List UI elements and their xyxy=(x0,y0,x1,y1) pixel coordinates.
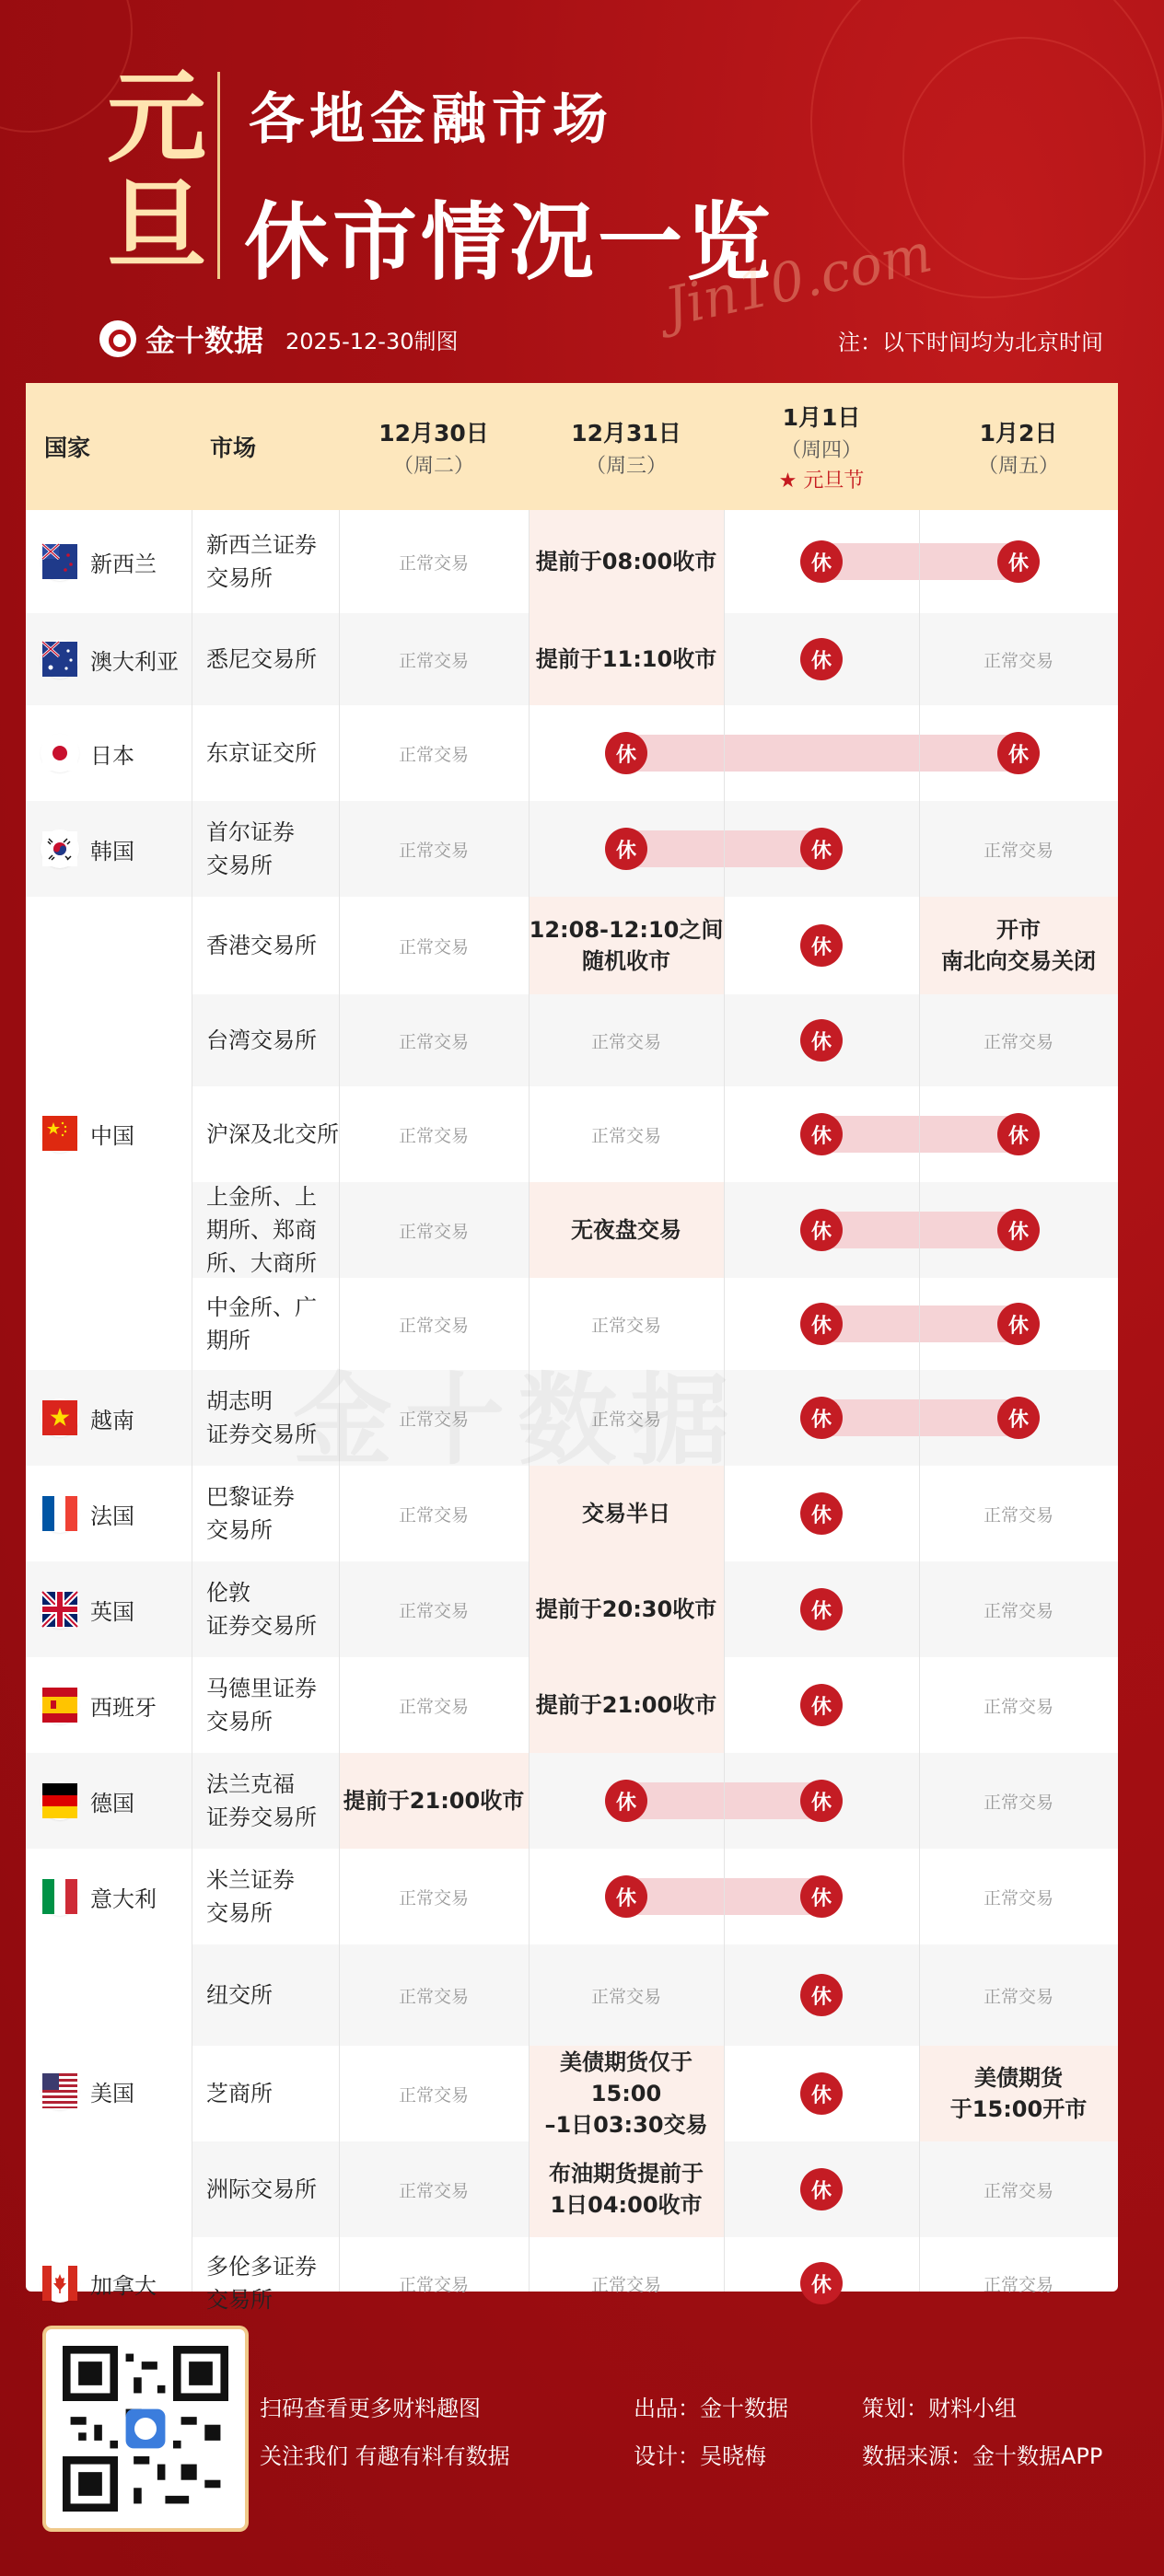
country-cell xyxy=(26,897,192,1370)
script-watermark: Jin10.com xyxy=(659,221,937,339)
de-flag-icon xyxy=(42,1783,77,1818)
normal-trading: 正常交易 xyxy=(398,2274,469,2295)
page-subtitle: 各地金融市场 xyxy=(249,87,613,152)
normal-trading: 正常交易 xyxy=(983,1696,1053,1717)
follow-text: 关注我们 有趣有料有数据 xyxy=(260,2443,510,2469)
title-char-1: 元 xyxy=(106,60,206,176)
normal-trading: 正常交易 xyxy=(590,1315,661,1336)
special-arrangement: 交易半日 xyxy=(529,1466,724,1561)
market-name: 法兰克福 证券交易所 xyxy=(206,1771,317,1830)
market-name: 中金所、广 期所 xyxy=(206,1294,317,1353)
normal-trading: 正常交易 xyxy=(590,1125,661,1146)
market-name: 新西兰证券 交易所 xyxy=(206,532,317,591)
weekday-label: （周三） xyxy=(585,454,667,478)
fr-flag-icon xyxy=(42,1496,77,1531)
special-arrangement: 开市 南北向交易关闭 xyxy=(919,897,1118,994)
normal-trading: 正常交易 xyxy=(398,840,469,861)
country-cell xyxy=(26,1466,192,1561)
closed-badge: 休 xyxy=(605,1780,647,1822)
title-char-2: 旦 xyxy=(106,168,206,284)
normal-trading: 正常交易 xyxy=(983,650,1053,671)
col-date-1 xyxy=(339,383,529,510)
country-name: 新西兰 xyxy=(90,551,157,577)
normal-trading: 正常交易 xyxy=(398,1125,469,1146)
qr-code-icon xyxy=(63,2346,228,2512)
market-name: 台湾交易所 xyxy=(206,1027,317,1053)
col-date-4 xyxy=(919,383,1118,510)
normal-trading: 正常交易 xyxy=(398,1221,469,1242)
closed-span-bar xyxy=(821,1399,1018,1436)
normal-trading: 正常交易 xyxy=(983,840,1053,861)
market-name: 纽交所 xyxy=(206,1982,273,2008)
col-date-2 xyxy=(529,383,724,510)
us-flag-icon xyxy=(42,2073,77,2108)
ca-flag-icon xyxy=(42,2266,77,2301)
normal-trading: 正常交易 xyxy=(983,2180,1053,2201)
normal-trading: 正常交易 xyxy=(983,1792,1053,1813)
brand-watermark xyxy=(293,1340,742,1483)
country-name: 法国 xyxy=(90,1503,134,1529)
country-cell xyxy=(26,1944,192,2237)
closed-badge: 休 xyxy=(800,828,843,870)
normal-trading: 正常交易 xyxy=(398,936,469,957)
special-arrangement: 提前于20:30收市 xyxy=(529,1561,724,1657)
kr-flag-icon xyxy=(42,831,77,866)
market-name: 米兰证券 交易所 xyxy=(206,1867,295,1926)
normal-trading: 正常交易 xyxy=(398,1696,469,1717)
normal-trading: 正常交易 xyxy=(983,1031,1053,1052)
country-cell xyxy=(26,1657,192,1753)
closed-badge: 休 xyxy=(800,1492,843,1535)
normal-trading: 正常交易 xyxy=(398,744,469,765)
it-flag-icon xyxy=(42,1879,77,1914)
table-header xyxy=(26,383,1118,510)
special-arrangement: 12:08-12:10之间 随机收市 xyxy=(529,897,724,994)
weekday-label: （周二） xyxy=(392,454,474,478)
special-arrangement: 美债期货仅于15:00 –1日03:30交易 xyxy=(529,2046,724,2141)
normal-trading: 正常交易 xyxy=(398,1600,469,1621)
date-label: 12月31日 xyxy=(571,419,681,447)
normal-trading: 正常交易 xyxy=(398,1887,469,1909)
normal-trading: 正常交易 xyxy=(398,2084,469,2106)
normal-trading: 正常交易 xyxy=(398,2180,469,2201)
decorative-ring xyxy=(902,37,1146,280)
normal-trading: 正常交易 xyxy=(983,1986,1053,2007)
country-name: 日本 xyxy=(90,742,134,769)
special-arrangement: 提前于21:00收市 xyxy=(529,1657,724,1753)
special-arrangement: 提前于08:00收市 xyxy=(529,510,724,613)
brand-name: 金十数据 xyxy=(146,323,264,358)
special-arrangement: 布油期货提前于 1日04:00收市 xyxy=(529,2141,724,2237)
closed-span-bar xyxy=(821,1116,1018,1153)
market-name: 伦敦 证券交易所 xyxy=(206,1580,317,1639)
market-name: 芝商所 xyxy=(206,2081,273,2106)
closed-span-bar xyxy=(821,1305,1018,1342)
normal-trading: 正常交易 xyxy=(398,1031,469,1052)
country-name: 德国 xyxy=(90,1790,134,1816)
closed-badge: 休 xyxy=(800,2262,843,2304)
closed-badge: 休 xyxy=(800,1684,843,1726)
data-source: 数据来源：金十数据APP xyxy=(862,2443,1103,2469)
market-name: 胡志明 证券交易所 xyxy=(206,1388,317,1447)
qr-label: 扫码查看更多财料趣图 xyxy=(260,2396,481,2421)
closed-badge: 休 xyxy=(800,638,843,680)
page-title: 休市情况一览 xyxy=(244,193,775,292)
closed-badge: 休 xyxy=(997,1303,1040,1345)
col-market: 市场 xyxy=(210,435,257,461)
column-divider xyxy=(919,510,920,2292)
special-arrangement: 美债期货 于15:00开市 xyxy=(919,2046,1118,2141)
special-arrangement: 无夜盘交易 xyxy=(529,1182,724,1278)
market-name: 马德里证券 交易所 xyxy=(206,1676,317,1735)
closed-badge: 休 xyxy=(800,1974,843,2016)
qr-code[interactable] xyxy=(46,2329,245,2528)
normal-trading: 正常交易 xyxy=(398,1986,469,2007)
special-arrangement: 提前于11:10收市 xyxy=(529,613,724,705)
market-name: 巴黎证券 交易所 xyxy=(206,1484,295,1543)
designer: 设计：吴晓梅 xyxy=(634,2443,766,2469)
market-name: 多伦多证券 交易所 xyxy=(206,2254,317,2313)
normal-trading: 正常交易 xyxy=(590,1409,661,1430)
normal-trading: 正常交易 xyxy=(398,650,469,671)
country-cell xyxy=(26,1370,192,1466)
closed-badge: 休 xyxy=(605,828,647,870)
closed-badge: 休 xyxy=(997,540,1040,583)
closed-badge: 休 xyxy=(800,1303,843,1345)
market-name: 东京证交所 xyxy=(206,740,317,766)
country-name: 越南 xyxy=(90,1407,134,1433)
normal-trading: 正常交易 xyxy=(983,2274,1053,2295)
closed-badge: 休 xyxy=(800,1209,843,1251)
country-cell xyxy=(26,801,192,897)
closed-span-bar xyxy=(626,735,1018,772)
es-flag-icon xyxy=(42,1688,77,1723)
brand-logo-icon xyxy=(99,320,136,357)
market-name: 首尔证券 交易所 xyxy=(206,819,295,878)
closed-badge: 休 xyxy=(800,1875,843,1918)
normal-trading: 正常交易 xyxy=(398,1504,469,1526)
normal-trading: 正常交易 xyxy=(590,2274,661,2295)
market-name: 上金所、上 期所、郑商 所、大商所 xyxy=(206,1184,317,1276)
holiday-label: ★ 元旦节 xyxy=(778,470,865,493)
country-name: 意大利 xyxy=(90,1886,157,1912)
normal-trading: 正常交易 xyxy=(398,1409,469,1430)
closed-badge: 休 xyxy=(800,1019,843,1062)
country-cell xyxy=(26,1849,192,1944)
closed-badge: 休 xyxy=(997,732,1040,774)
cn-flag-icon xyxy=(42,1116,77,1151)
date-label: 12月30日 xyxy=(378,419,489,447)
closed-badge: 休 xyxy=(800,1113,843,1155)
country-name: 中国 xyxy=(90,1122,134,1149)
weekday-label: （周四） xyxy=(780,439,862,462)
normal-trading: 正常交易 xyxy=(983,1504,1053,1526)
planner: 策划：财料小组 xyxy=(862,2396,1017,2421)
vn-flag-icon xyxy=(42,1400,77,1435)
uk-flag-icon xyxy=(42,1592,77,1627)
normal-trading: 正常交易 xyxy=(398,552,469,574)
normal-trading: 正常交易 xyxy=(398,1315,469,1336)
closed-badge: 休 xyxy=(605,1875,647,1918)
date-label: 1月2日 xyxy=(979,419,1058,447)
country-name: 加拿大 xyxy=(90,2272,157,2299)
chart-date: 2025-12-30制图 xyxy=(285,328,459,354)
country-cell xyxy=(26,1561,192,1657)
country-name: 澳大利亚 xyxy=(90,648,179,675)
closed-badge: 休 xyxy=(997,1113,1040,1155)
jp-flag-icon xyxy=(42,736,77,771)
closed-badge: 休 xyxy=(997,1397,1040,1439)
closed-span-bar xyxy=(821,1212,1018,1248)
normal-trading: 正常交易 xyxy=(983,1887,1053,1909)
country-name: 韩国 xyxy=(90,838,134,864)
country-name: 美国 xyxy=(90,2080,134,2106)
special-arrangement: 提前于21:00收市 xyxy=(339,1753,529,1849)
country-cell xyxy=(26,2237,192,2329)
holiday-table xyxy=(26,383,1118,2313)
au-flag-icon xyxy=(42,642,77,677)
market-name: 沪深及北交所 xyxy=(206,1121,339,1147)
country-name: 西班牙 xyxy=(90,1694,157,1721)
weekday-label: （周五） xyxy=(977,454,1059,478)
closed-span-bar xyxy=(821,543,1018,580)
closed-badge: 休 xyxy=(605,732,647,774)
market-name: 悉尼交易所 xyxy=(206,646,317,672)
producer: 出品：金十数据 xyxy=(634,2396,788,2421)
title-divider xyxy=(217,72,220,279)
col-date-3 xyxy=(724,383,919,510)
closed-badge: 休 xyxy=(800,1588,843,1630)
country-cell xyxy=(26,1753,192,1849)
time-note: 注：以下时间均为北京时间 xyxy=(838,330,1103,355)
market-name: 香港交易所 xyxy=(206,933,317,958)
normal-trading: 正常交易 xyxy=(590,1031,661,1052)
nz-flag-icon xyxy=(42,544,77,579)
closed-badge: 休 xyxy=(800,1397,843,1439)
country-cell xyxy=(26,510,192,613)
brand xyxy=(99,318,459,360)
closed-badge: 休 xyxy=(800,924,843,967)
normal-trading: 正常交易 xyxy=(983,1600,1053,1621)
country-name: 英国 xyxy=(90,1598,134,1625)
closed-badge: 休 xyxy=(997,1209,1040,1251)
country-cell xyxy=(26,705,192,801)
date-label: 1月1日 xyxy=(782,404,861,431)
closed-badge: 休 xyxy=(800,2168,843,2210)
closed-badge: 休 xyxy=(800,540,843,583)
normal-trading: 正常交易 xyxy=(590,1986,661,2007)
closed-badge: 休 xyxy=(800,2072,843,2115)
col-country: 国家 xyxy=(44,435,91,461)
market-name: 洲际交易所 xyxy=(206,2176,317,2202)
country-cell xyxy=(26,613,192,705)
closed-badge: 休 xyxy=(800,1780,843,1822)
